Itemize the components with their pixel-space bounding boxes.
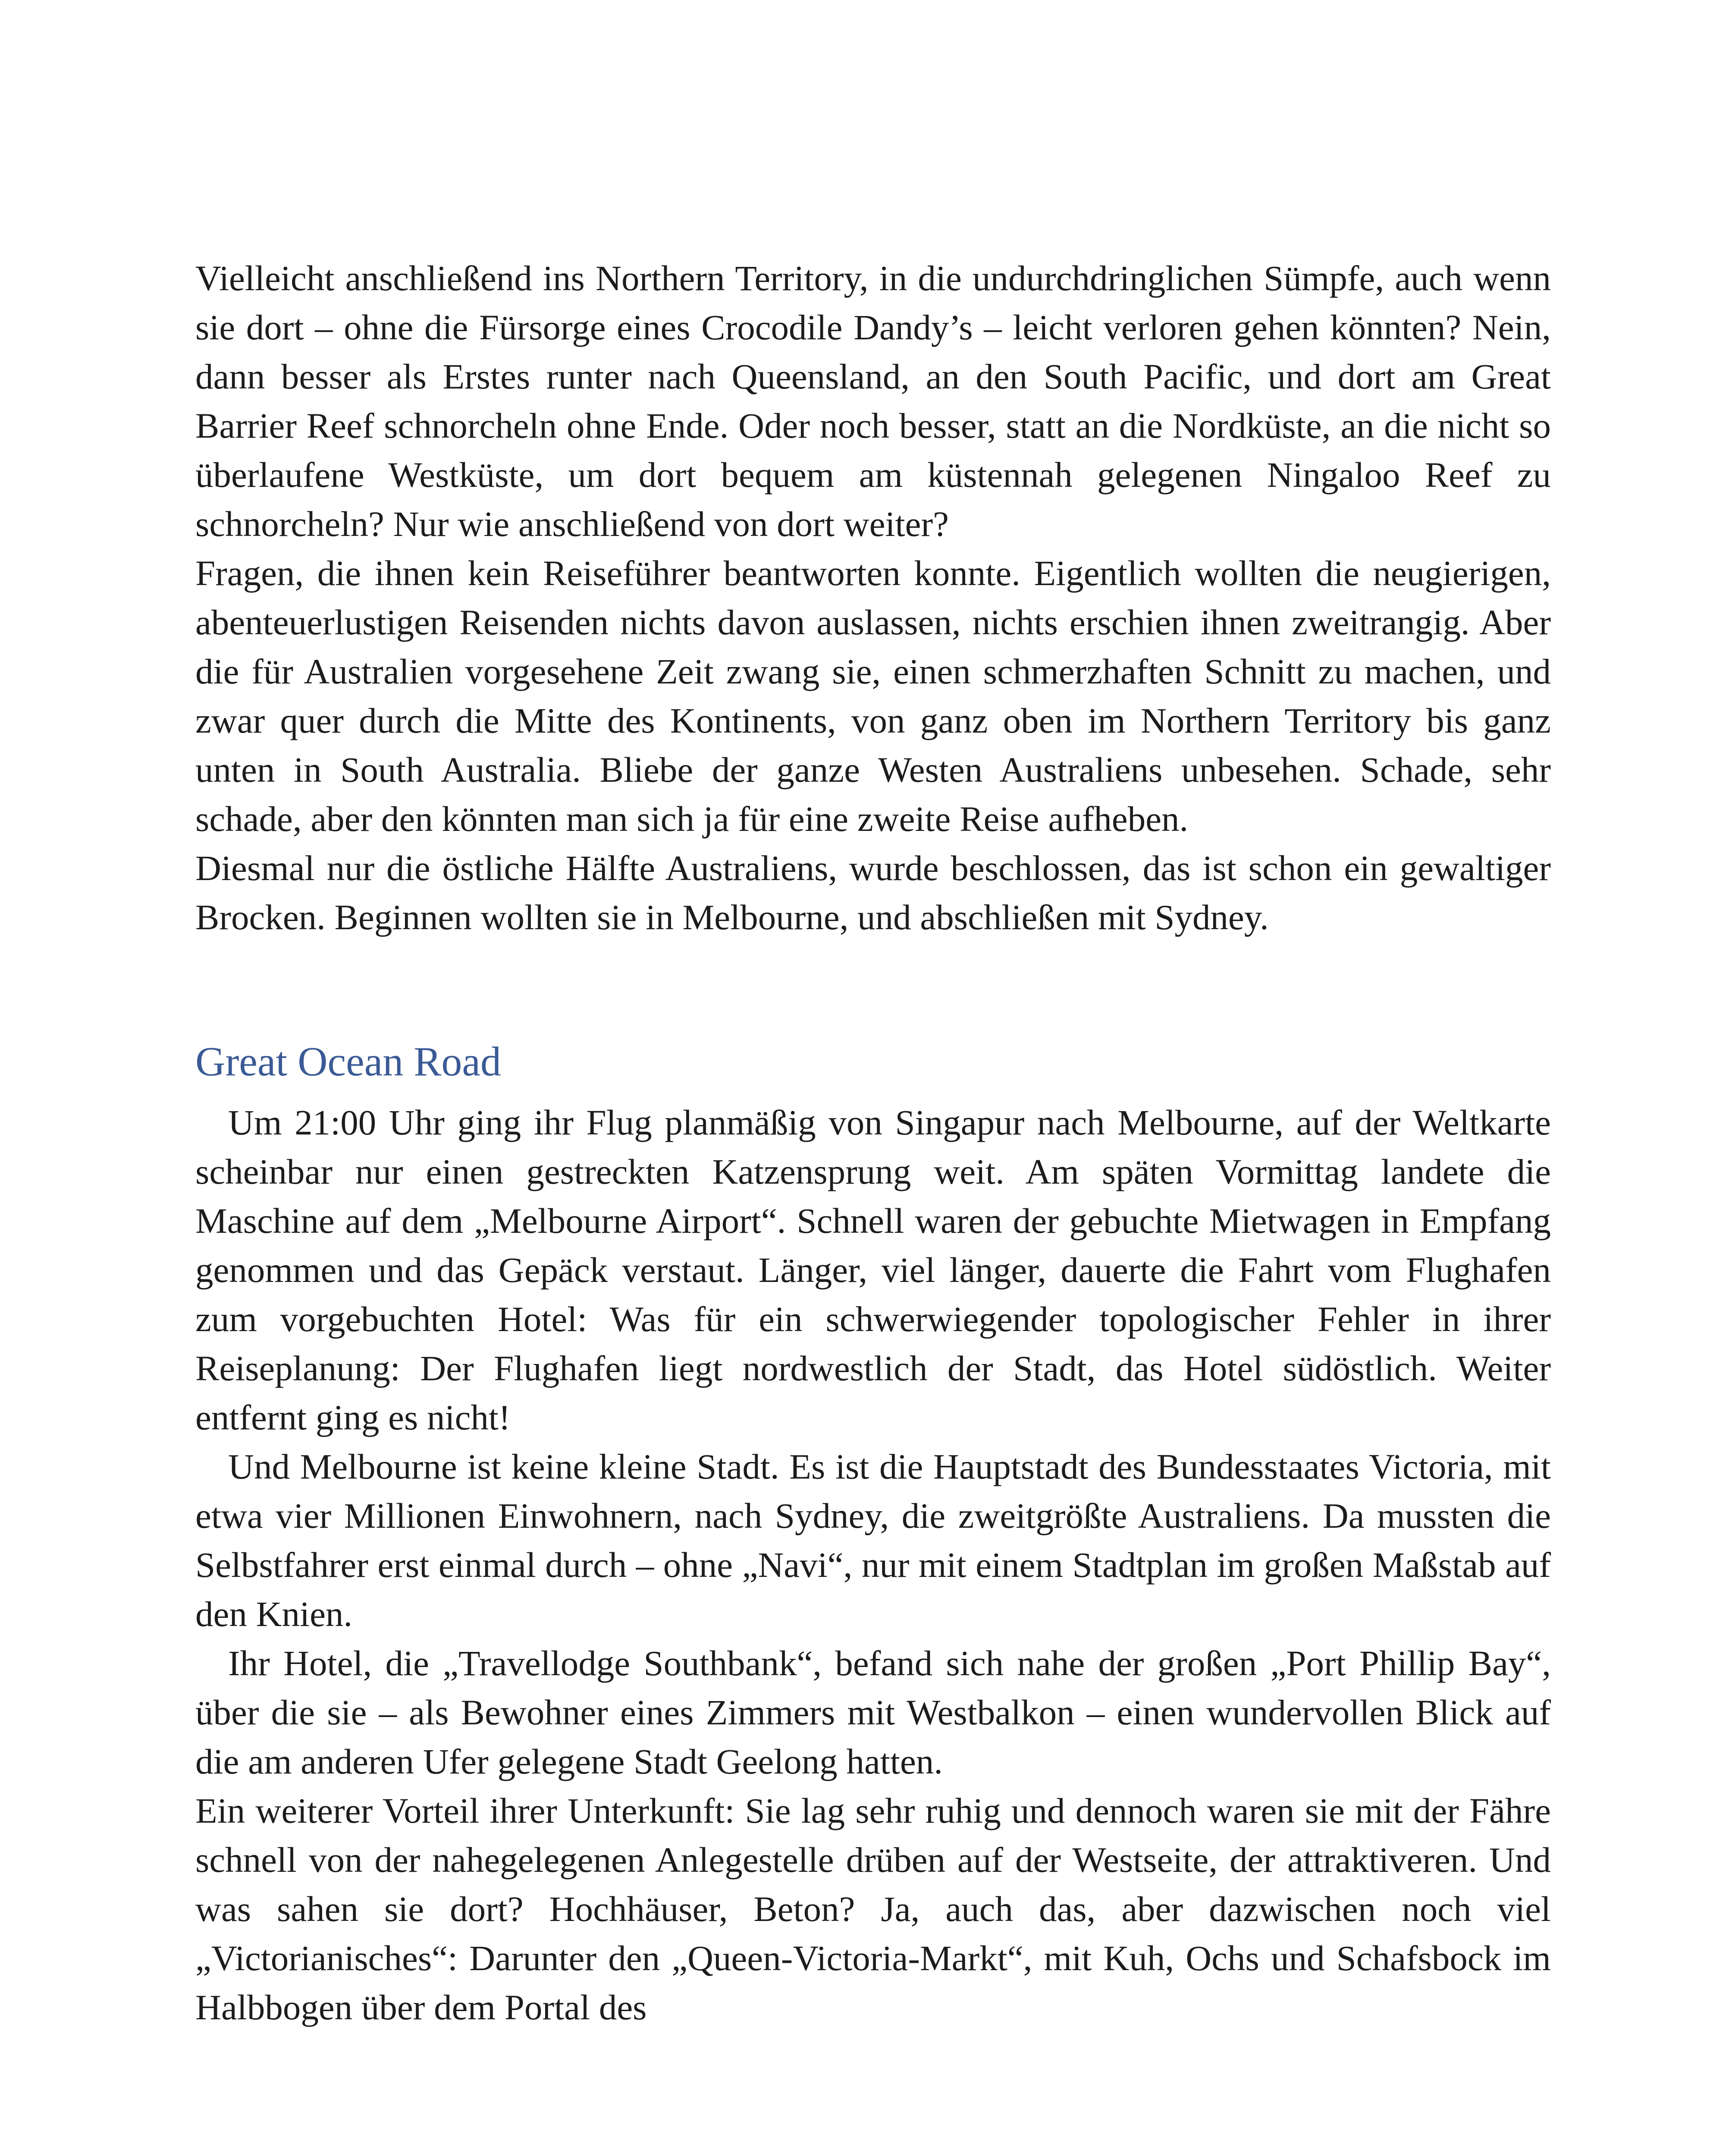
intro-paragraph-3: Diesmal nur die östliche Hälfte Australiens, wurde beschlossen, das ist schon ein gewaltiger Brocken. Beginnen wollten sie in Melbourne, und abschließen mit Sydney. [195,848,1551,937]
section-paragraph-3: Ihr Hotel, die „Travellodge Southbank“, befand sich nahe der großen „Port Phillip Bay“, über die sie – als Bewohner eines Zimmers mit Westbalkon – einen wundervollen Blick auf die am anderen Ufer gelegene Stadt Geelong hatten. [195,1643,1551,1781]
section-heading: Great Ocean Road [195,1038,501,1084]
intro-paragraph-1: Vielleicht anschließend ins Northern Territory, in die undurchdringlichen Sümpfe, auch wenn sie dort – ohne die Fürsorge eines Crocodile Dandy’s – leicht verloren gehen könnten? Nein, dann besser als Erstes runter nach Queensland, an den South Pacific, und dort am Great Barrier Reef schnorcheln ohne Ende. Oder noch besser, statt an die Nordküste, an die nicht so überlaufene Westküste, um dort bequem am küstennah gelegenen Ningaloo Reef zu schnorcheln? Nur wie anschließend von dort weiter? [195,258,1551,544]
document-page [195,254,1551,2032]
section-paragraph-4: Ein weiterer Vorteil ihrer Unterkunft: Sie lag sehr ruhig und dennoch waren sie mit der Fähre schnell von der nahegelegenen Anlegestelle drüben auf der Westseite, der attraktiveren. Und was sahen sie dort? Hochhäuser, Beton? Ja, auch das, aber dazwischen noch viel „Victorianisches“: Darunter den „Queen-Victoria-Markt“, mit Kuh, Ochs und Schafsbock im Halbbogen über dem Portal des [195,1791,1551,2027]
intro-paragraph-2: Fragen, die ihnen kein Reiseführer beantworten konnte. Eigentlich wollten die neugierigen, abenteuerlustigen Reisenden nichts davon auslassen, nichts erschien ihnen zweitrangig. Aber die für Australien vorgesehene Zeit zwang sie, einen schmerzhaften Schnitt zu machen, und zwar quer durch die Mitte des Kontinents, von ganz oben im Northern Territory bis ganz unten in South Australia. Bliebe der ganze Westen Australiens unbesehen. Schade, sehr schade, aber den könnten man sich ja für eine zweite Reise aufheben. [195,553,1551,839]
section-paragraph-2: Und Melbourne ist keine kleine Stadt. Es ist die Hauptstadt des Bundesstaates Victoria, mit etwa vier Millionen Einwohnern, nach Sydney, die zweitgrößte Australiens. Da mussten die Selbstfahrer erst einmal durch – ohne „Navi“, nur mit einem Stadtplan im großen Maßstab auf den Knien. [195,1447,1551,1634]
section-paragraph-1: Um 21:00 Uhr ging ihr Flug planmäßig von Singapur nach Melbourne, auf der Weltkarte scheinbar nur einen gestreckten Katzensprung weit. Am späten Vormittag landete die Maschine auf dem „Melbourne Airport“. Schnell waren der gebuchte Mietwagen in Empfang genommen und das Gepäck verstaut. Länger, viel länger, dauerte die Fahrt vom Flughafen zum vorgebuchten Hotel: Was für ein schwerwiegender topologischer Fehler in ihrer Reiseplanung: Der Flughafen liegt nordwestlich der Stadt, das Hotel südöstlich. Weiter entfernt ging es nicht! [195,1103,1551,1437]
